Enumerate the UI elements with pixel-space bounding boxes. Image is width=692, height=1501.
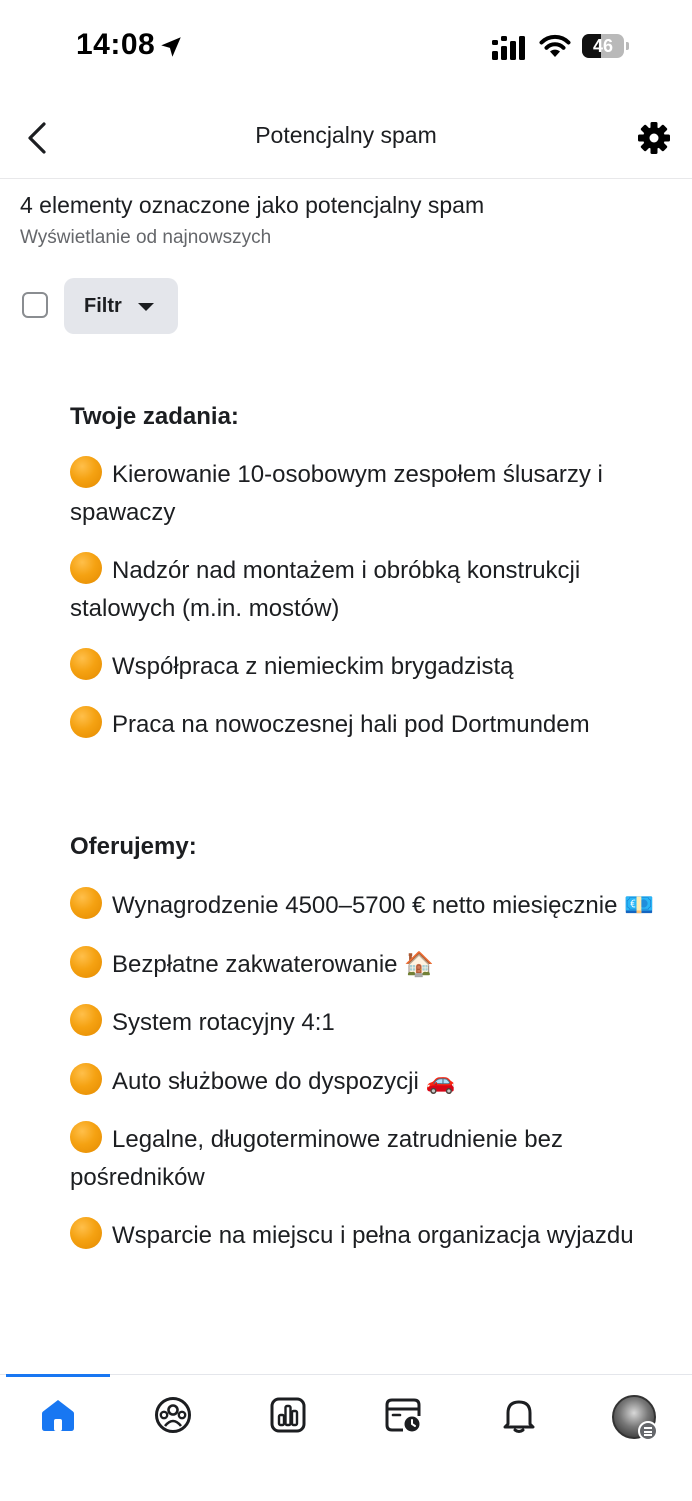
select-all-checkbox[interactable] bbox=[22, 292, 48, 318]
house-icon: 🏠 bbox=[404, 950, 435, 978]
bell-icon bbox=[499, 1395, 539, 1435]
list-item: Wsparcie na miejscu i pełna organizacja wyjazdu bbox=[70, 1217, 670, 1255]
orange-circle-icon bbox=[70, 887, 102, 919]
orange-circle-icon bbox=[70, 1063, 102, 1095]
orange-circle-icon bbox=[70, 706, 102, 738]
car-icon: 🚗 bbox=[425, 1067, 456, 1095]
nav-home-button[interactable] bbox=[28, 1395, 88, 1445]
planner-icon bbox=[383, 1395, 423, 1435]
nav-notifications-button[interactable] bbox=[489, 1395, 549, 1445]
battery-level: 46 bbox=[592, 36, 614, 56]
active-tab-indicator bbox=[6, 1374, 110, 1377]
nav-planner-button[interactable] bbox=[373, 1395, 433, 1445]
caret-down-icon bbox=[138, 303, 154, 311]
section-heading-tasks: Twoje zadania: bbox=[70, 403, 239, 430]
orange-circle-icon bbox=[70, 552, 102, 584]
header bbox=[0, 100, 692, 179]
orange-circle-icon bbox=[70, 1121, 102, 1153]
nav-insights-button[interactable] bbox=[258, 1395, 318, 1445]
list-item: Bezpłatne zakwaterowanie 🏠 bbox=[70, 945, 670, 984]
orange-circle-icon bbox=[70, 1217, 102, 1249]
list-item: Praca na nowoczesnej hali pod Dortmundem bbox=[70, 706, 670, 744]
wifi-icon bbox=[538, 33, 572, 59]
menu-badge-icon bbox=[638, 1421, 658, 1441]
sort-order-subtitle: Wyświetlanie od najnowszych bbox=[20, 227, 272, 248]
page-title: Potencjalny spam bbox=[255, 122, 437, 148]
community-icon bbox=[153, 1395, 193, 1435]
list-item: Kierowanie 10-osobowym zespołem ślusarzy i spawaczy bbox=[70, 456, 670, 532]
list-item: Wynagrodzenie 4500–5700 € netto miesięcznie 💶 bbox=[70, 886, 670, 925]
orange-circle-icon bbox=[70, 946, 102, 978]
status-bar bbox=[0, 0, 692, 94]
cellular-signal-icon bbox=[492, 36, 528, 60]
battery-icon bbox=[582, 34, 630, 58]
insights-icon bbox=[268, 1395, 308, 1435]
orange-circle-icon bbox=[70, 1004, 102, 1036]
status-time: 14:08 bbox=[76, 28, 156, 61]
section-heading-offer: Oferujemy: bbox=[70, 833, 197, 860]
orange-circle-icon bbox=[70, 456, 102, 488]
bottom-navigation bbox=[0, 1374, 692, 1501]
filter-dropdown-button[interactable] bbox=[64, 278, 178, 334]
list-item: System rotacyjny 4:1 bbox=[70, 1004, 670, 1042]
list-item: Współpraca z niemieckim brygadzistą bbox=[70, 648, 670, 686]
nav-community-button[interactable] bbox=[143, 1395, 203, 1445]
settings-gear-icon[interactable] bbox=[634, 118, 674, 158]
list-item: Legalne, długoterminowe zatrudnienie bez pośredników bbox=[70, 1121, 670, 1197]
spam-count-title: 4 elementy oznaczone jako potencjalny spam bbox=[20, 192, 485, 218]
euro-banknote-icon: 💶 bbox=[624, 891, 655, 919]
list-item: Nadzór nad montażem i obróbką konstrukcji stalowych (m.in. mostów) bbox=[70, 552, 670, 628]
list-item: Auto służbowe do dyspozycji 🚗 bbox=[70, 1062, 670, 1101]
orange-circle-icon bbox=[70, 648, 102, 680]
post-content bbox=[70, 398, 670, 1275]
home-icon bbox=[38, 1395, 78, 1435]
location-arrow-icon bbox=[158, 34, 184, 60]
filter-label: Filtr bbox=[84, 295, 122, 317]
